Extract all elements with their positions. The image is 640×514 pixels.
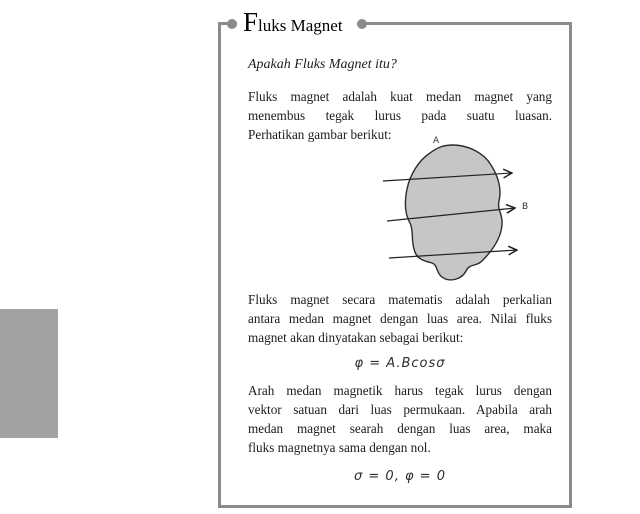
content-frame [218,6,572,508]
paragraph-3 [248,381,552,457]
title-bullet-right-icon [357,19,367,29]
diagram-label-a: A [433,136,440,146]
surface-blob [405,145,502,280]
paragraph-3-line-2: vektor satuan dari luas permukaan. Apabila arah [248,402,552,417]
formula-zero: σ = 0, φ = 0 [354,469,446,484]
page-header [227,7,367,41]
paragraph-1-line-2: menembus tegak lurus pada suatu luasan. [248,108,552,123]
title-dropcap: F [243,6,259,37]
paragraph-1-line-1: Fluks magnet adalah kuat medan magnet yang [248,89,552,104]
paragraph-3-line-3: medan magnet searah dengan luas area, maka [248,421,552,436]
diagram-label-b: B [522,202,529,212]
formula-flux: φ = A.Bcosσ [354,356,446,371]
paragraph-2-line-1: Fluks magnet secara matematis adalah perkalian [248,292,552,307]
paragraph-2-line-3: magnet akan dinyatakan sebagai berikut: [248,330,464,345]
paragraph-3-line-1: Arah medan magnetik harus tegak lurus dengan [248,383,552,398]
paragraph-2-line-2: antara medan magnet dengan luas area. Nilai fluks [248,311,552,326]
page-title [237,6,357,37]
question-text: Apakah Fluks Magnet itu? [248,57,397,72]
paragraph-1-line-3: Perhatikan gambar berikut: [248,127,392,142]
paragraph-2 [248,290,552,347]
title-bullet-left-icon [227,19,237,29]
paragraph-3-line-4: fluks magnetnya sama dengan nol. [248,440,431,455]
flux-diagram [378,131,554,285]
left-margin-block [0,309,58,438]
title-rest: luks Magnet [258,15,343,35]
